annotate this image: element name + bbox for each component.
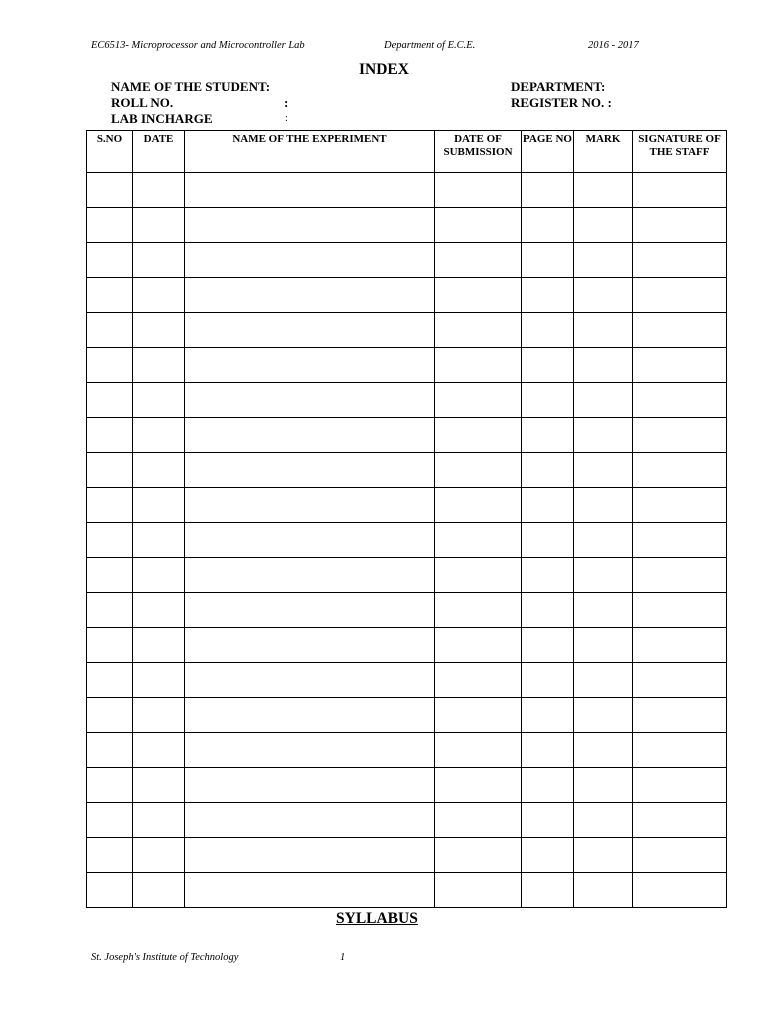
table-cell[interactable] [522,698,574,733]
table-cell[interactable] [185,418,435,453]
table-cell[interactable] [633,593,727,628]
table-cell[interactable] [435,313,522,348]
table-cell[interactable] [574,698,633,733]
table-row [87,733,727,768]
table-cell[interactable] [574,558,633,593]
table-cell[interactable] [435,803,522,838]
page-title-text: INDEX [359,61,409,78]
index-table [86,130,727,908]
table-row [87,383,727,418]
table-cell[interactable] [633,208,727,243]
table-cell[interactable] [574,803,633,838]
table-cell[interactable] [133,663,185,698]
table-cell[interactable] [185,523,435,558]
table-cell[interactable] [435,383,522,418]
table-cell[interactable] [435,523,522,558]
table-cell[interactable] [522,278,574,313]
table-row [87,628,727,663]
table-cell[interactable] [633,838,727,873]
table-row [87,663,727,698]
page-title [0,61,768,79]
table-cell[interactable] [522,418,574,453]
table-cell[interactable] [522,313,574,348]
table-cell[interactable] [574,838,633,873]
table-cell[interactable] [633,558,727,593]
table-cell[interactable] [633,523,727,558]
table-cell[interactable] [185,348,435,383]
table-cell[interactable] [87,523,133,558]
table-row [87,488,727,523]
table-row [87,278,727,313]
table-cell[interactable] [185,873,435,908]
table-cell[interactable] [435,768,522,803]
table-row [87,768,727,803]
table-cell[interactable] [522,488,574,523]
table-row [87,803,727,838]
table-cell[interactable] [87,418,133,453]
table-cell[interactable] [133,733,185,768]
student-name-label: NAME OF THE STUDENT: [111,79,271,94]
table-cell[interactable] [633,383,727,418]
column-header-mark: MARK [574,131,633,173]
table-cell[interactable] [87,313,133,348]
table-cell[interactable] [633,313,727,348]
table-row [87,558,727,593]
table-cell[interactable] [87,873,133,908]
table-cell[interactable] [185,628,435,663]
table-cell[interactable] [633,418,727,453]
lab-incharge-colon: : [285,113,288,124]
table-cell[interactable] [633,488,727,523]
table-row [87,838,727,873]
table-cell[interactable] [185,733,435,768]
table-cell[interactable] [522,873,574,908]
roll-number-colon: : [284,95,289,110]
table-cell[interactable] [574,278,633,313]
table-cell[interactable] [87,733,133,768]
table-cell[interactable] [633,278,727,313]
table-cell[interactable] [133,768,185,803]
roll-number-label: ROLL NO. [111,95,174,110]
table-cell[interactable] [633,698,727,733]
table-cell[interactable] [133,558,185,593]
table-cell[interactable] [185,663,435,698]
table-cell[interactable] [522,243,574,278]
table-cell[interactable] [133,523,185,558]
table-cell[interactable] [87,208,133,243]
table-cell[interactable] [574,243,633,278]
table-cell[interactable] [435,278,522,313]
table-row [87,348,727,383]
table-row [87,208,727,243]
table-cell[interactable] [522,768,574,803]
table-cell[interactable] [574,488,633,523]
table-cell[interactable] [435,593,522,628]
table-cell[interactable] [574,523,633,558]
table-cell[interactable] [133,313,185,348]
table-cell[interactable] [133,698,185,733]
table-cell[interactable] [574,348,633,383]
table-row [87,313,727,348]
table-cell[interactable] [522,733,574,768]
table-cell[interactable] [574,733,633,768]
table-cell[interactable] [574,663,633,698]
column-header-page-no: PAGE NO [522,131,574,173]
table-cell[interactable] [87,803,133,838]
table-row [87,698,727,733]
table-cell[interactable] [133,593,185,628]
table-cell[interactable] [133,628,185,663]
table-cell[interactable] [522,558,574,593]
table-cell[interactable] [185,768,435,803]
table-cell[interactable] [633,768,727,803]
table-cell[interactable] [574,453,633,488]
table-cell[interactable] [133,278,185,313]
table-cell[interactable] [133,803,185,838]
table-cell[interactable] [633,803,727,838]
table-cell[interactable] [133,453,185,488]
column-header-experiment-name: NAME OF THE EXPERIMENT [185,131,435,173]
table-cell[interactable] [133,173,185,208]
column-header-sno: S.NO [87,131,133,173]
table-cell[interactable] [633,663,727,698]
table-cell[interactable] [185,453,435,488]
table-cell[interactable] [522,348,574,383]
table-row [87,453,727,488]
table-cell[interactable] [522,628,574,663]
table-cell[interactable] [133,348,185,383]
table-cell[interactable] [435,243,522,278]
table-cell[interactable] [522,838,574,873]
table-cell[interactable] [87,488,133,523]
table-cell[interactable] [185,313,435,348]
column-header-submission-date: DATE OF SUBMISSION [435,131,522,173]
table-cell[interactable] [185,698,435,733]
table-cell[interactable] [87,348,133,383]
table-cell[interactable] [87,663,133,698]
table-cell[interactable] [185,243,435,278]
table-cell[interactable] [522,803,574,838]
table-cell[interactable] [185,173,435,208]
table-cell[interactable] [522,208,574,243]
table-cell[interactable] [522,173,574,208]
department-label: DEPARTMENT: [511,79,606,94]
table-cell[interactable] [435,698,522,733]
table-cell[interactable] [87,173,133,208]
table-cell[interactable] [574,593,633,628]
table-cell[interactable] [87,278,133,313]
table-cell[interactable] [574,873,633,908]
table-cell[interactable] [435,208,522,243]
table-cell[interactable] [522,593,574,628]
table-cell[interactable] [435,453,522,488]
table-cell[interactable] [133,208,185,243]
table-cell[interactable] [633,628,727,663]
table-body [87,173,727,908]
table-cell[interactable] [87,628,133,663]
table-cell[interactable] [185,803,435,838]
table-cell[interactable] [435,663,522,698]
syllabus-heading: SYLLABUS [336,910,418,927]
table-cell[interactable] [87,243,133,278]
table-cell[interactable] [185,593,435,628]
table-cell[interactable] [435,873,522,908]
lab-incharge-label: LAB INCHARGE [111,111,213,126]
table-cell[interactable] [435,733,522,768]
table-cell[interactable] [133,418,185,453]
table-cell[interactable] [185,838,435,873]
table-row [87,523,727,558]
table-cell[interactable] [133,383,185,418]
table-cell[interactable] [435,558,522,593]
table-cell[interactable] [574,768,633,803]
table-cell[interactable] [185,488,435,523]
table-cell[interactable] [522,523,574,558]
table-cell[interactable] [87,838,133,873]
table-cell[interactable] [87,698,133,733]
table-cell[interactable] [133,873,185,908]
table-cell[interactable] [574,313,633,348]
table-cell[interactable] [185,278,435,313]
table-cell[interactable] [633,173,727,208]
table-cell[interactable] [185,558,435,593]
table-cell[interactable] [633,243,727,278]
table-cell[interactable] [87,558,133,593]
table-cell[interactable] [633,453,727,488]
table-cell[interactable] [435,173,522,208]
table-row [87,418,727,453]
column-header-staff-signature: SIGNATURE OF THE STAFF [633,131,727,173]
table-cell[interactable] [133,243,185,278]
table-cell[interactable] [633,733,727,768]
table-cell[interactable] [133,838,185,873]
table-cell[interactable] [574,383,633,418]
header-academic-year: 2016 - 2017 [588,40,639,51]
table-cell[interactable] [522,453,574,488]
table-cell[interactable] [435,488,522,523]
table-cell[interactable] [574,208,633,243]
table-cell[interactable] [185,383,435,418]
header-department: Department of E.C.E. [384,40,476,51]
table-cell[interactable] [574,418,633,453]
table-cell[interactable] [522,383,574,418]
footer-page-number: 1 [340,952,346,963]
table-cell[interactable] [435,348,522,383]
column-header-date: DATE [133,131,185,173]
table-cell[interactable] [435,628,522,663]
table-cell[interactable] [522,663,574,698]
footer-institution: St. Joseph's Institute of Technology [91,952,239,963]
table-cell[interactable] [633,873,727,908]
table-cell[interactable] [574,173,633,208]
table-header-row [87,131,727,173]
table-cell[interactable] [633,348,727,383]
table-cell[interactable] [133,488,185,523]
table-row [87,873,727,908]
table-row [87,593,727,628]
table-cell[interactable] [435,418,522,453]
table-row [87,173,727,208]
table-cell[interactable] [87,593,133,628]
table-cell[interactable] [185,208,435,243]
header-course-title: EC6513- Microprocessor and Microcontroller Lab [91,40,305,51]
table-cell[interactable] [574,628,633,663]
table-cell[interactable] [87,453,133,488]
table-cell[interactable] [435,838,522,873]
table-cell[interactable] [87,383,133,418]
table-row [87,243,727,278]
register-number-label: REGISTER NO. : [511,95,612,110]
table-cell[interactable] [87,768,133,803]
